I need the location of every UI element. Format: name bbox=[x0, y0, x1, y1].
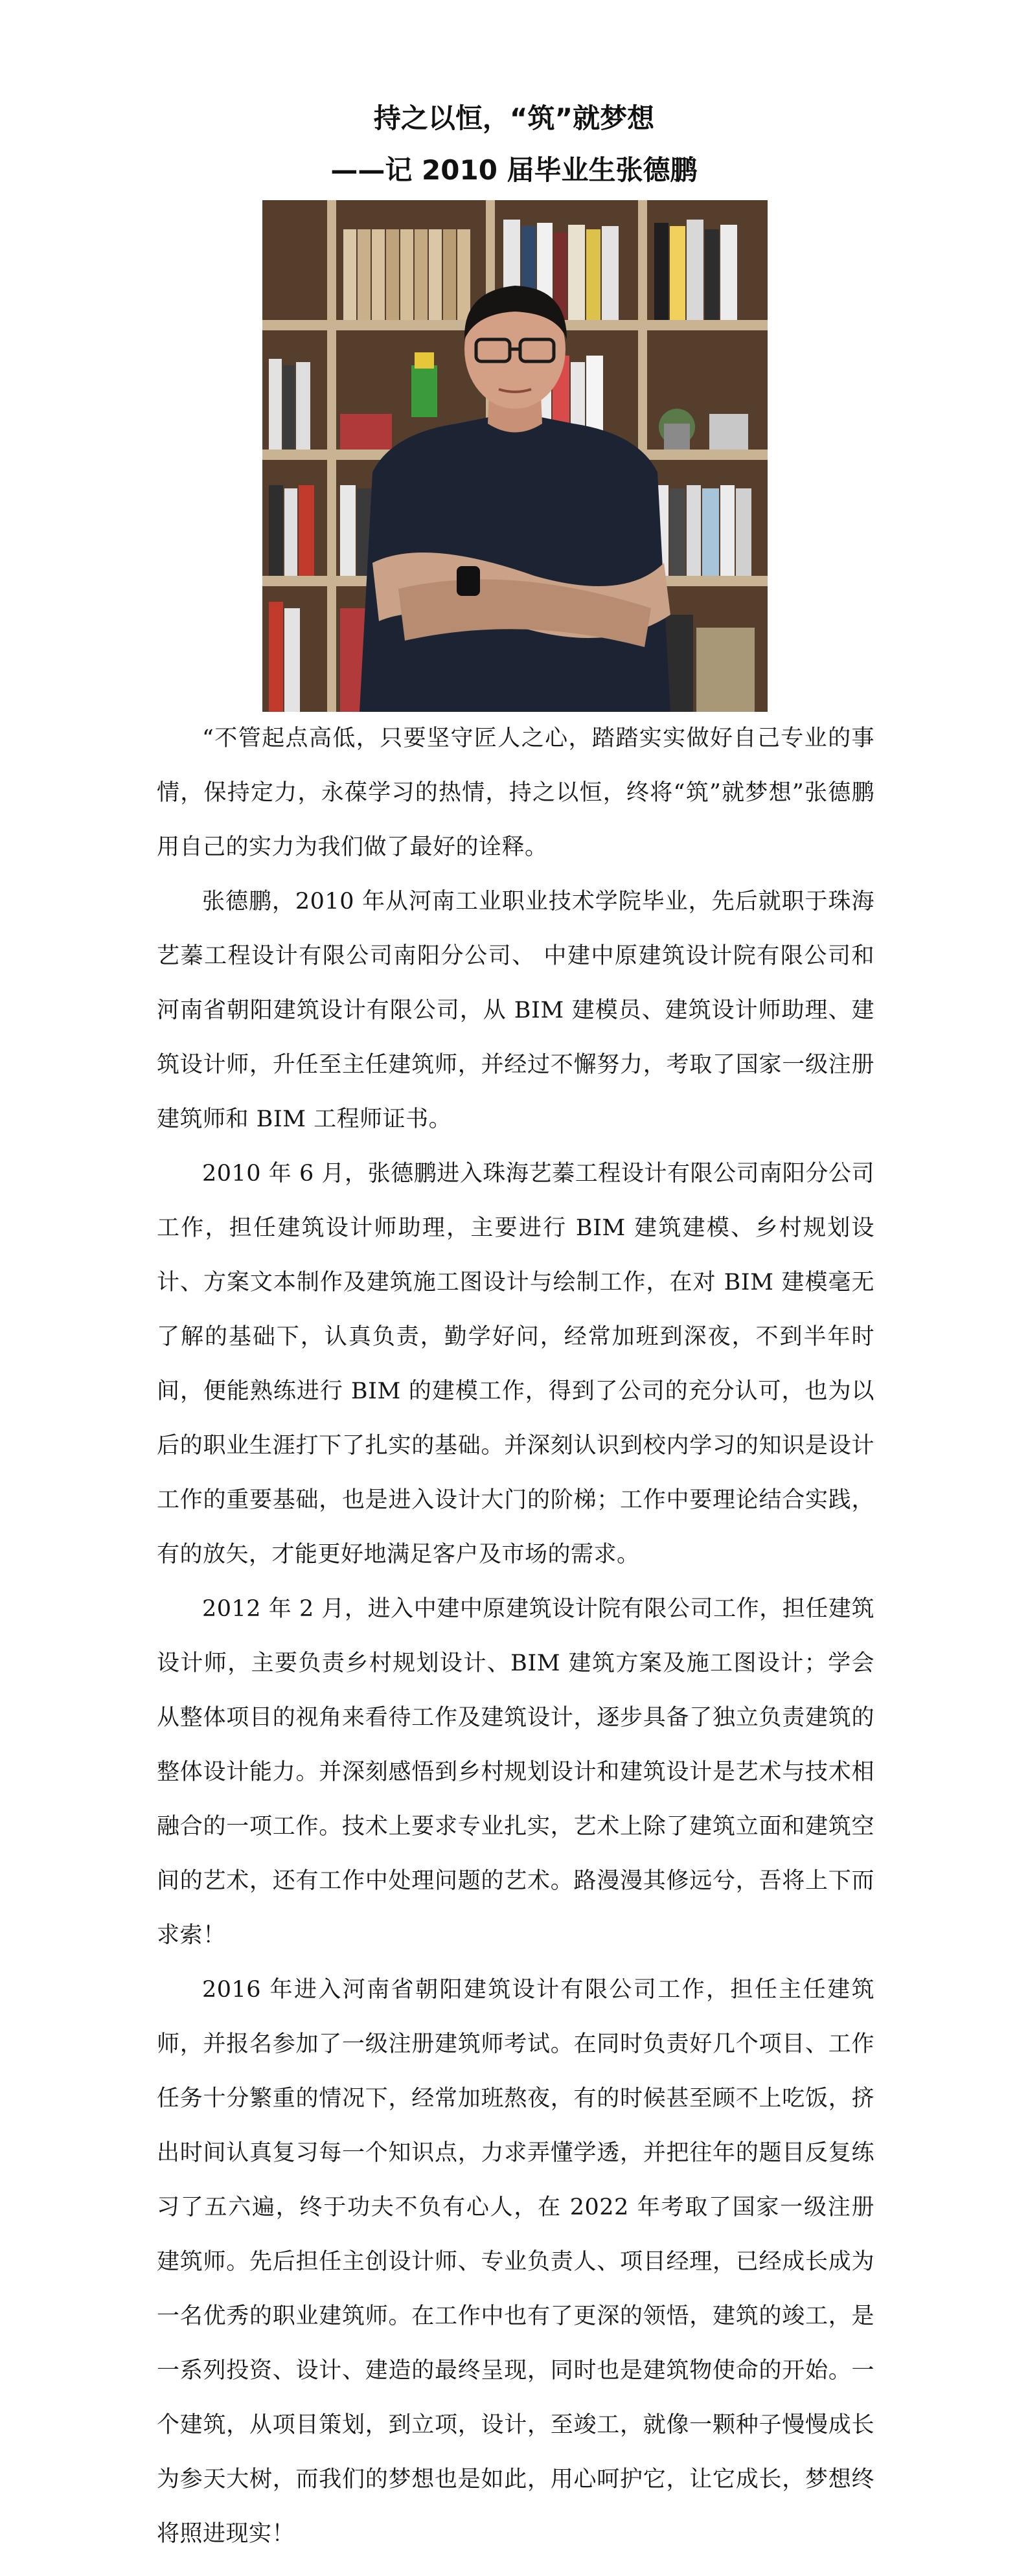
paragraph-2012: 2012 年 2 月，进入中建中原建筑设计院有限公司工作，担任建筑设计师，主要负责乡村规划设计、BIM 建筑方案及施工图设计；学会从整体项目的视角来看待工作及建筑设计，逐步具备了独立负责建筑的整体设计能力。并深刻感悟到乡村规划设计和建筑设计是艺术与技术相融合的一项工作。技术上要求专业扎实，艺术上除了建筑立面和建筑空间的艺术，还有工作中处理问题的艺术。路漫漫其修远兮，吾将上下而求索！ bbox=[157, 1596, 874, 1948]
article-subtitle: ——记 2010 届毕业生张德鹏 bbox=[330, 154, 698, 186]
portrait-illustration bbox=[262, 200, 768, 712]
article-title: 持之以恒，“筑”就梦想 bbox=[373, 102, 655, 134]
paragraph-quote: “不管起点高低，只要坚守匠人之心，踏踏实实做好自己专业的事情，保持定力，永葆学习的热情，持之以恒，终将“筑”就梦想”张德鹏用自己的实力为我们做了最好的诠释。 bbox=[157, 725, 874, 860]
paragraph-2010: 2010 年 6 月，张德鹏进入珠海艺蓁工程设计有限公司南阳分公司工作，担任建筑设计师助理，主要进行 BIM 建筑建模、乡村规划设计、方案文本制作及建筑施工图设计与绘制工作，在对 BIM 建模毫无了解的基础下，认真负责，勤学好问，经常加班到深夜，不到半年时间，便能熟练进行 BIM 的建模工作，得到了公司的充分认可，也为以后的职业生涯打下了扎实的基础。并深刻认识到校内学习的知识是设计工作的重要基础，也是进入设计大门的阶梯；工作中要理论结合实践，有的放矢，才能更好地满足客户及市场的需求。 bbox=[157, 1161, 874, 1567]
article-body bbox=[157, 711, 874, 2561]
paragraph-career-summary: 张德鹏，2010 年从河南工业职业技术学院毕业，先后就职于珠海艺蓁工程设计有限公司南阳分公司、 中建中原建筑设计院有限公司和河南省朝阳建筑设计有限公司，从 BIM 建模员、建筑设计师助理、建筑设计师，升任至主任建筑师，并经过不懈努力，考取了国家一级注册建筑师和 BIM 工程师证书。 bbox=[157, 889, 874, 1132]
portrait-photo bbox=[262, 200, 768, 712]
paragraph-2016: 2016 年进入河南省朝阳建筑设计有限公司工作，担任主任建筑师，并报名参加了一级注册建筑师考试。在同时负责好几个项目、工作任务十分繁重的情况下，经常加班熬夜，有的时候甚至顾不上吃饭，挤出时间认真复习每一个知识点，力求弄懂学透，并把往年的题目反复练习了五六遍，终于功夫不负有心人，在 2022 年考取了国家一级注册建筑师。先后担任主创设计师、专业负责人、项目经理，已经成长成为一名优秀的职业建筑师。在工作中也有了更深的领悟，建筑的竣工，是一系列投资、设计、建造的最终呈现，同时也是建筑物使命的开始。一个建筑，从项目策划，到立项，设计，至竣工，就像一颗种子慢慢成长为参天大树，而我们的梦想也是如此，用心呵护它，让它成长，梦想终将照进现实！ bbox=[157, 1977, 874, 2547]
